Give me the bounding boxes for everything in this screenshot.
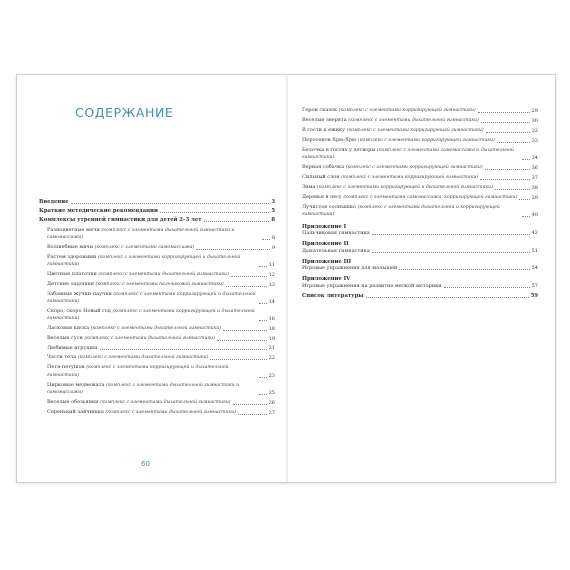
dot-leader (366, 297, 529, 298)
toc-page-number: 18 (268, 326, 275, 333)
toc-entry (302, 117, 538, 124)
toc-entry-label: Ласковая киска (47, 325, 91, 332)
toc-entry-note: (комплекс с элементами дыхательной гимнастики) (348, 118, 479, 123)
toc-entry-title (47, 382, 257, 396)
toc-entry-note: (комплекс с элементами корригирующей и дыхательной гимнастики) (47, 292, 256, 305)
toc-page-number: 22 (268, 355, 275, 362)
dot-leader (372, 252, 530, 253)
toc-page-number: 40 (531, 212, 538, 219)
toc-entry-note: (комплекс с элементами дыхательной гимнастики) (77, 355, 209, 361)
toc-entry (302, 265, 538, 271)
toc-entry-note: (комплекс с элементами дыхательной гимнастики) (84, 336, 215, 342)
toc-entry-label: В гости к ежику (302, 127, 347, 133)
dot-leader (71, 203, 270, 204)
toc-entry-label: Игровые упражнения для малышей (302, 265, 398, 272)
toc-entry-label: Поросенок Хрю-Хрю (302, 137, 358, 143)
toc-entry (39, 291, 275, 305)
dot-leader (223, 330, 266, 331)
toc-entry-label: Забавные жучки-паучки (47, 291, 114, 298)
toc-page-number: 59 (530, 293, 538, 300)
toc-page-number: 14 (268, 299, 275, 306)
dot-leader (485, 169, 530, 170)
toc-entry-label: Растем здоровыми (47, 253, 98, 260)
dot-leader (259, 377, 267, 378)
toc-entry-label: Разноцветные мячи (47, 226, 102, 233)
toc-page-number: 8 (271, 217, 275, 224)
toc-entry-note: (комплекс с элементами корригирующей гимнастики) (346, 128, 484, 133)
toc-entry-title (39, 208, 158, 214)
toc-entry (39, 244, 275, 251)
toc-entry (39, 364, 275, 378)
toc-entry (39, 345, 275, 351)
toc-entry-label: Части тела (47, 354, 78, 361)
dot-leader (495, 189, 530, 190)
toc-entry-label: Зима (302, 184, 317, 191)
toc-entry (302, 204, 538, 218)
toc-page-number: 37 (531, 175, 538, 182)
toc-page-number: 38 (531, 185, 538, 192)
toc-page-number: 25 (268, 389, 275, 396)
toc-entry-title (47, 364, 257, 378)
toc-entry-title (302, 147, 520, 161)
toc-entry-note: (комплекс с элементами корригирующей и дыхательной гимнастики) (316, 185, 493, 191)
toc-entry-note: (комплекс с элементами самомассажа, корригирующей гимнастики) (343, 195, 518, 201)
toc-entry-note: (комплекс с элементами дыхательной гимнастики и самомассажа) (47, 382, 240, 395)
toc-entry-title (302, 204, 520, 218)
toc-entry-title (302, 137, 495, 144)
appendix-title: Приложение II (302, 241, 349, 248)
toc-entry-note: (комплекс с элементами дыхательной гимнастики и самомассажа) (47, 227, 235, 240)
toc-entry (39, 335, 275, 342)
toc-entry-note: (комплекс с элементами корригирующей и дыхательной гимнастики) (47, 254, 241, 268)
dot-leader (497, 142, 530, 143)
toc-entry (302, 164, 538, 171)
appendix-title: Приложение I (302, 223, 347, 230)
toc-entry-note: (комплекс с элементами дыхательной гимнастики) (98, 272, 229, 278)
toc-entry-label: Верная собачка (302, 164, 346, 171)
toc-page-number: 36 (531, 165, 538, 172)
toc-page-number: 29 (531, 108, 538, 114)
toc-entry-label: Белочка в гостях у детворы (302, 147, 377, 153)
toc-entry (39, 354, 275, 361)
toc-entry-label: Цветные платочки (47, 271, 99, 278)
toc-entry (39, 208, 275, 214)
dot-leader (238, 414, 267, 415)
toc-entry-label: Игровые упражнения на развитие мелкой моторики (302, 282, 442, 289)
toc-entry-title (302, 174, 478, 181)
toc-entry-title (47, 308, 257, 322)
toc-entry (302, 147, 538, 161)
toc-entry-title (47, 254, 257, 268)
toc-entry-label: Скоро, скоро Новый год (47, 308, 113, 315)
toc-page-number: 3 (271, 199, 275, 205)
toc-entry (39, 281, 275, 288)
dot-leader (522, 216, 530, 217)
dot-leader (262, 239, 270, 240)
dot-leader (399, 269, 529, 270)
toc-entry-label: Волшебные мячи (47, 243, 95, 250)
toc-page-number: 9 (271, 244, 275, 251)
toc-entry-note: (комплекс с элементами пальчиковой гимнастики) (95, 282, 224, 288)
toc-entry-label: Петя-петушок (47, 364, 87, 371)
toc-entry (39, 325, 275, 332)
toc-entry-label: Деревья в лесу (302, 194, 344, 201)
dot-leader (217, 340, 267, 341)
toc-entry-title (47, 271, 229, 278)
toc-entry-label: Пальчиковая гимнастика (302, 230, 370, 237)
right-page (288, 75, 557, 482)
toc-page-number: 13 (268, 282, 275, 289)
dot-leader (210, 359, 266, 360)
toc-page-number: 19 (268, 336, 275, 343)
dot-leader (259, 394, 267, 395)
dot-leader (259, 320, 267, 321)
dot-leader (204, 221, 270, 222)
toc-entry (39, 254, 275, 268)
toc-entry-label: Серенький зайчишка (47, 408, 106, 415)
appendix-title: Приложение III (302, 258, 352, 265)
toc-entry-title (47, 399, 231, 406)
toc-page-number: 12 (268, 272, 275, 279)
dot-leader (233, 404, 267, 405)
toc-entry-label: Лучистое солнышко (302, 204, 358, 211)
toc-entry-label: Сильный слон (302, 174, 342, 181)
toc-page-number: 11 (268, 262, 275, 269)
toc-entry-note: (комплекс с элементами самомассажа и дыхательной гимнастики) (302, 148, 514, 161)
dot-leader (478, 112, 530, 113)
toc-page-number: 26 (268, 399, 275, 406)
book-spread (16, 74, 556, 483)
toc-entry-title (47, 409, 236, 416)
dot-leader (100, 349, 267, 350)
toc-page-number: 5 (271, 208, 275, 215)
toc-entry-note: (комплекс с элементами корригирующей гимнастики) (345, 165, 483, 171)
dot-leader (480, 179, 530, 180)
dot-leader (444, 287, 530, 288)
toc-entry-title (47, 227, 260, 241)
toc-entry-title (302, 293, 364, 299)
toc-page-number: 39 (531, 195, 538, 202)
toc-entry-note: (комплекс с элементами дыхательной гимнастики) (105, 409, 236, 415)
toc-entry (39, 409, 275, 416)
toc-entry (39, 217, 275, 223)
toc-entry-title (302, 194, 517, 201)
toc-entry (302, 283, 538, 289)
toc-entry (302, 194, 538, 201)
contents-heading: СОДЕРЖАНИЕ (75, 105, 174, 120)
toc-entry (302, 248, 538, 254)
toc-entry-note: (комплекс с элементами дыхательной и корригирующей гимнастики) (302, 205, 500, 218)
toc-entry-note: (комплекс с элементами дыхательной гимнастики) (90, 326, 222, 332)
toc-entry (39, 399, 275, 406)
toc-entry-label: Любимые игрушки (47, 345, 98, 352)
toc-entry-title (39, 217, 202, 223)
toc-page-number: 33 (531, 138, 538, 144)
toc-entry-label: Веселые гуси (47, 335, 85, 342)
toc-entry (302, 184, 538, 191)
dot-leader (519, 199, 529, 200)
toc-entry-label: Комплексы утренней гимнастики для детей 2–3 лет (39, 217, 202, 224)
toc-entry-label: Цирковые медвежата (47, 381, 106, 388)
toc-page-number: 16 (268, 316, 275, 323)
toc-entry-title (302, 107, 476, 114)
dot-leader (226, 286, 267, 287)
toc-page-number: 8 (271, 234, 275, 241)
toc-entry-label: Краткие методические рекомендации (39, 208, 158, 215)
dot-leader (160, 212, 269, 213)
toc-entry (39, 308, 275, 322)
toc-entry-title (302, 283, 442, 289)
toc-entry-title (47, 325, 221, 332)
toc-entry (302, 107, 538, 114)
dot-leader (259, 266, 267, 267)
toc-entry-title (47, 345, 98, 351)
toc-entry-title (47, 291, 257, 305)
toc-entry-label: Дыхательная гимнастика (302, 247, 370, 254)
toc-entry-title (47, 281, 224, 288)
toc-entry-title (302, 164, 483, 171)
toc-entry-label: Веселые зверята (302, 117, 349, 123)
toc-entry (302, 127, 538, 134)
right-toc (302, 107, 538, 302)
toc-entry-note: (комплекс с элементами корригирующей и дыхательной гимнастики) (47, 309, 255, 322)
toc-entry-label: Список литературы (302, 293, 364, 300)
toc-entry-title (302, 127, 484, 134)
toc-entry-title (302, 230, 370, 236)
toc-entry-note: (комплекс с элементами корригирующей гимнастики) (338, 108, 476, 113)
toc-entry-title (302, 265, 397, 271)
dot-leader (196, 249, 270, 250)
dot-leader (372, 234, 530, 235)
toc-entry-label: Веселые обезьянки (47, 398, 101, 405)
toc-entry-title (302, 184, 493, 191)
toc-page-number: 34 (531, 155, 538, 162)
toc-entry (302, 174, 538, 181)
dot-leader (259, 303, 267, 304)
page-number: 60 (141, 460, 150, 468)
toc-entry-title (302, 248, 370, 254)
toc-entry (39, 199, 275, 205)
dot-leader (522, 159, 530, 160)
toc-entry-note: (комплекс с элементами корригирующей и дыхательной гимнастики) (47, 365, 229, 378)
left-toc (39, 199, 275, 419)
toc-entry-label: Введение (39, 199, 69, 205)
toc-entry-note: (комплекс с элементами дыхательной гимнастики) (100, 399, 231, 405)
toc-page-number: 30 (531, 118, 538, 124)
appendix-title: Приложение IV (302, 276, 351, 283)
toc-entry (39, 271, 275, 278)
toc-page-number: 42 (531, 230, 538, 237)
toc-entry (302, 137, 538, 144)
toc-page-number: 21 (268, 345, 275, 352)
toc-entry-title (47, 335, 215, 342)
toc-page-number: 54 (531, 265, 538, 272)
toc-entry-title (47, 354, 208, 361)
bibliography-entry (302, 293, 538, 299)
toc-entry-note: (комплекс с элементами корригирующей гимнастики) (357, 138, 495, 143)
toc-entry (302, 230, 538, 236)
dot-leader (486, 132, 530, 133)
toc-page-number: 27 (268, 409, 275, 416)
toc-entry-label: Герои сказок (302, 107, 339, 113)
toc-entry (39, 227, 275, 241)
toc-entry-label: Детские ладошки (47, 281, 96, 288)
toc-entry-title (302, 117, 479, 124)
toc-entry-note: (комплекс с элементами корригирующей гимнастики) (341, 175, 479, 181)
toc-page-number: 57 (531, 282, 538, 289)
toc-entry-title (39, 199, 69, 205)
toc-entry-note: (комплекс с элементами самомассажа) (94, 244, 195, 250)
dot-leader (481, 122, 530, 123)
toc-page-number: 51 (531, 247, 538, 254)
dot-leader (231, 276, 267, 277)
toc-page-number: 32 (531, 128, 538, 134)
toc-entry-title (47, 244, 194, 251)
toc-entry (39, 382, 275, 396)
left-page (17, 75, 286, 482)
toc-page-number: 23 (268, 372, 275, 379)
